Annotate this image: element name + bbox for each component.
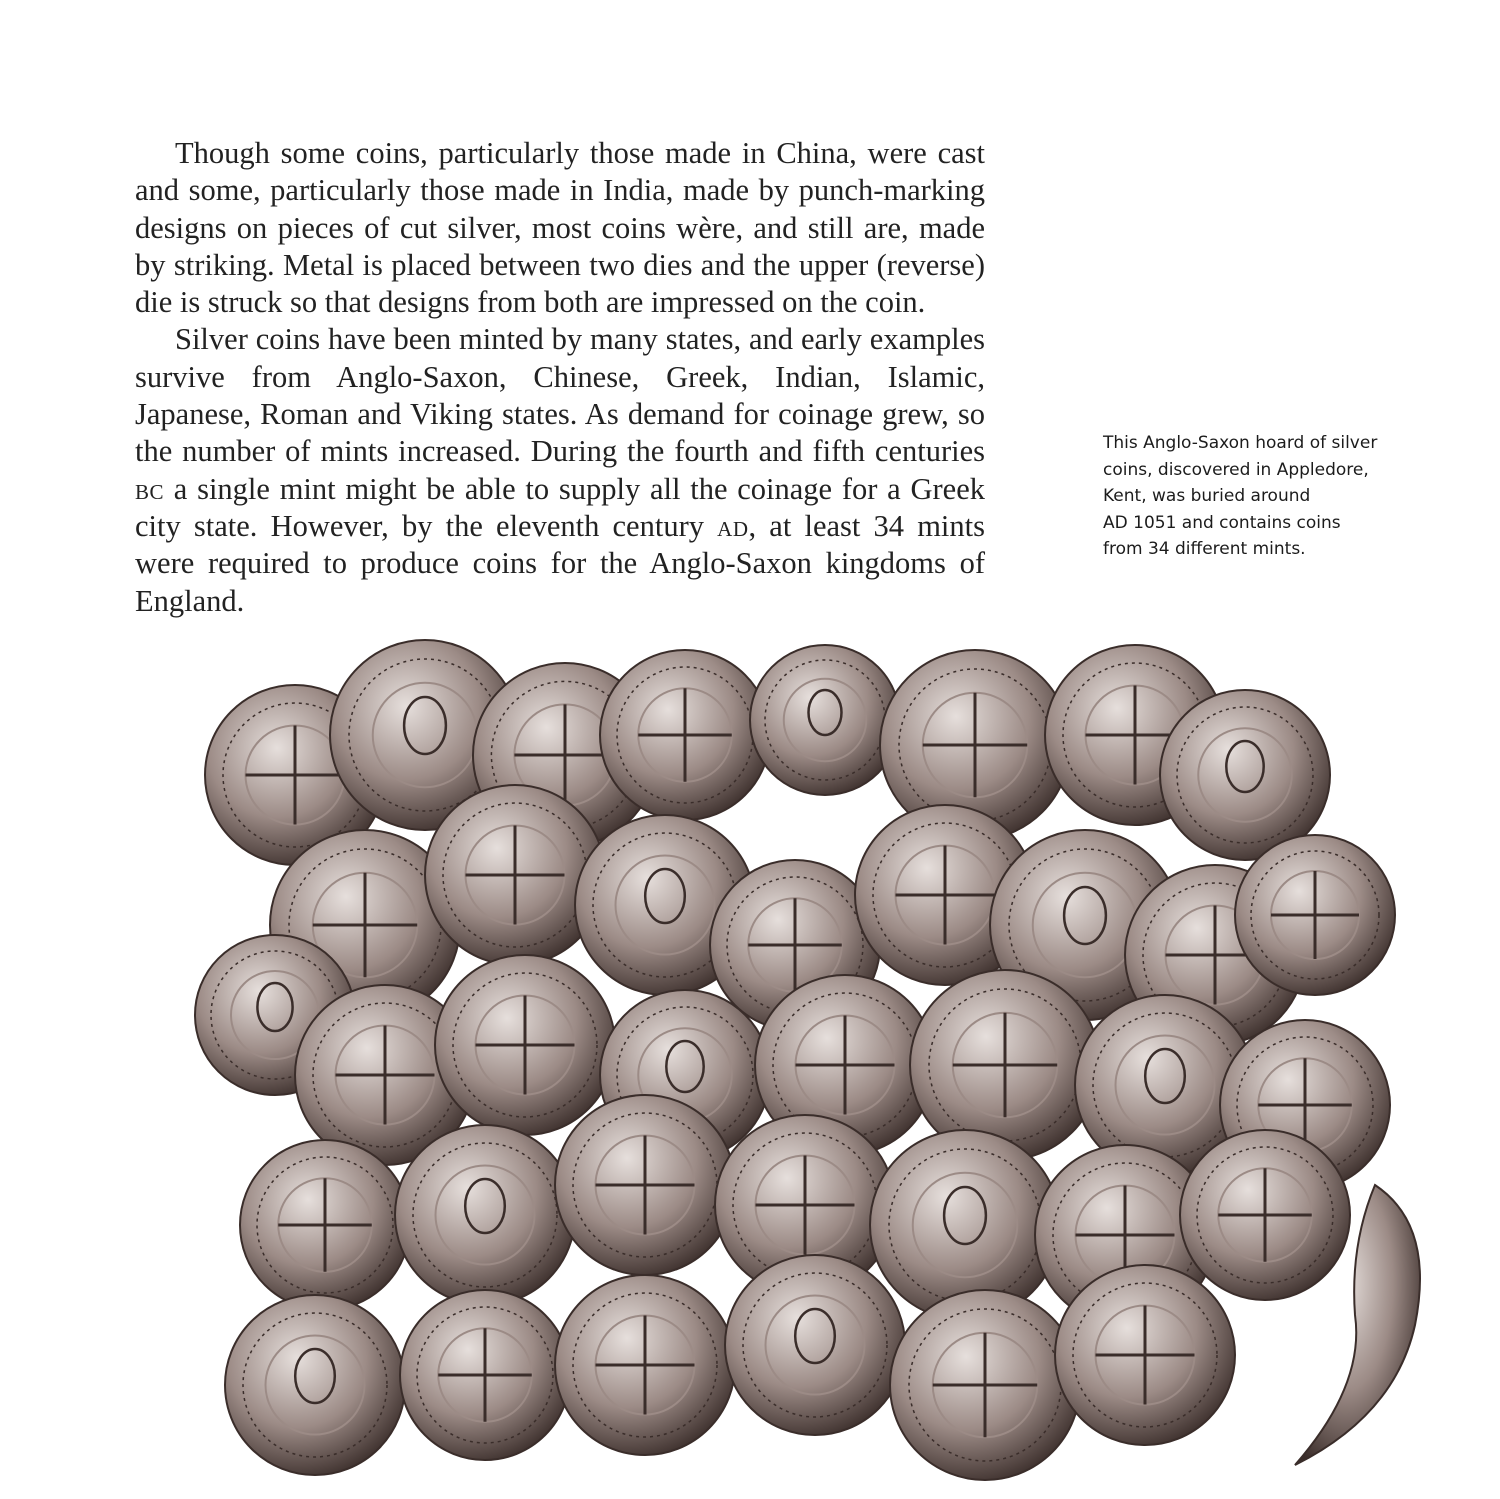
- silver-coin: [395, 1125, 575, 1305]
- silver-coin: [890, 1290, 1080, 1480]
- silver-coin: [725, 1255, 905, 1435]
- caption-line: This Anglo-Saxon hoard of silver: [1103, 433, 1378, 453]
- silver-coin: [1055, 1265, 1235, 1445]
- paragraph-1: Though some coins, particularly those made in China, were cast and some, particularly those made in India, made by punch-marking designs on pieces of cut silver, most coins wère, and still are, made by striking. Metal is placed between two dies and the upper (reverse) die is struck so that designs from both are impressed on the coin.: [135, 136, 985, 320]
- silver-coin: [225, 1295, 405, 1475]
- era-ad: ad: [717, 508, 749, 543]
- caption-line: from 34 different mints.: [1103, 539, 1306, 559]
- photo-caption: [1103, 430, 1403, 563]
- silver-coin: [400, 1290, 570, 1460]
- paragraph-2-part-1: Silver coins have been minted by many states, and early examples survive from Anglo-Saxon, Chinese, Greek, Indian, Islamic, Japanese, Roman and Viking states. As demand for coinage grew, so the number of mints increased. During the fourth and fifth centuries: [135, 322, 985, 469]
- silver-coin: [240, 1140, 410, 1310]
- silver-coin: [910, 970, 1100, 1160]
- silver-coin: [600, 650, 770, 820]
- silver-coin: [750, 645, 900, 795]
- silver-coin: [1235, 835, 1395, 995]
- silver-coin: [435, 955, 615, 1135]
- caption-line: Kent, was buried around: [1103, 486, 1311, 506]
- paragraph-2-part-3: , at least 34 mints were required to produce coins for the Anglo-Saxon kingdoms of England.: [135, 508, 985, 618]
- coin-hoard-photo: [185, 625, 1465, 1485]
- silver-coin: [555, 1095, 735, 1275]
- paragraph-2: [135, 321, 985, 619]
- silver-coin: [1160, 690, 1330, 860]
- silver-coin: [425, 785, 605, 965]
- main-text: [135, 135, 985, 620]
- caption-line: AD 1051 and contains coins: [1103, 512, 1341, 533]
- silver-coin: [1180, 1130, 1350, 1300]
- era-bc: bc: [135, 471, 165, 506]
- paragraph-2-part-2: a single mint might be able to supply all the coinage for a Greek city state. However, by the eleventh century: [135, 471, 985, 543]
- caption-line: coins, discovered in Appledore,: [1103, 459, 1369, 480]
- silver-coin: [555, 1275, 735, 1455]
